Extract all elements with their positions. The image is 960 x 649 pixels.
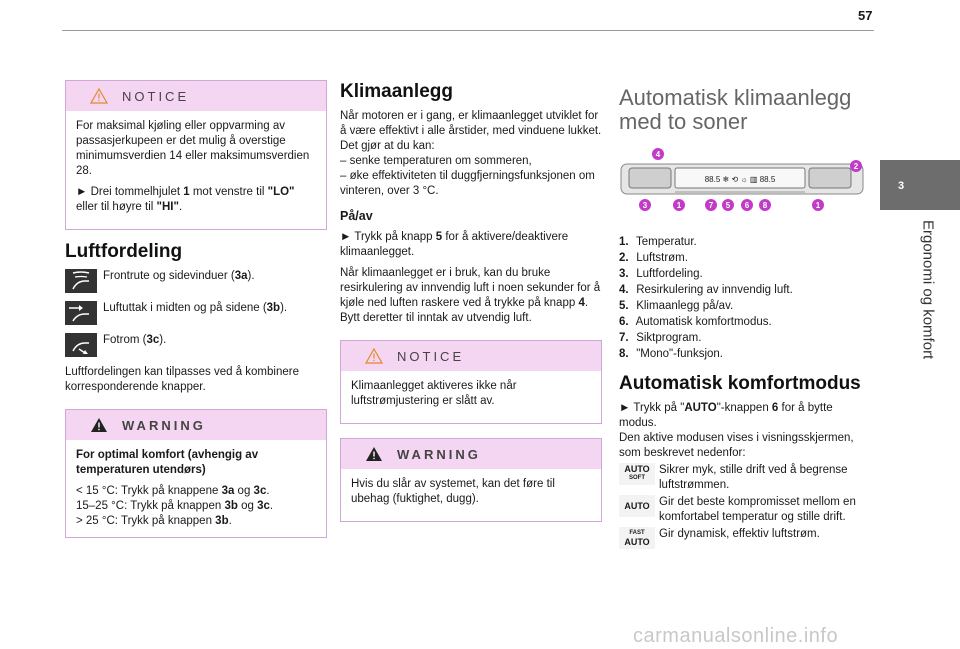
list-item-num: 5. (619, 300, 629, 312)
chapter-number: 3 (898, 180, 905, 192)
notice-body (66, 111, 326, 229)
distribution-item (65, 333, 327, 357)
chapter-title: Ergonomi og komfort (919, 220, 937, 360)
warning-box-2 (340, 438, 602, 522)
callout-1-label: 1 (676, 201, 682, 210)
callout-7-label: 7 (708, 201, 714, 210)
recirculation-paragraph (340, 266, 602, 326)
warning-line-b: 3c (253, 485, 267, 497)
notice-text-2: Klimaanlegget aktiveres ikke når luftstrømjustering er slått av. (351, 380, 517, 407)
list-item-text: Luftstrøm. (636, 252, 688, 264)
warning-line (76, 499, 316, 514)
warning-bold-text: For optimal komfort (avhengig av temperaturen utendørs) (76, 449, 259, 476)
pa-av-step (340, 230, 602, 260)
list-item (619, 315, 865, 330)
callout-6-label: 6 (744, 201, 750, 210)
klima-dash-2: – øke effektiviteten til duggfjerningsfunksjonen om vinteren, over 3 °C. (340, 170, 595, 197)
distribution-item (65, 301, 327, 325)
callout-1b-label: 1 (815, 201, 821, 210)
mode-item (619, 495, 865, 525)
caution-outline-icon (90, 88, 108, 104)
notice-step-mid: mot venstre til (189, 186, 268, 198)
fast-auto-icon-bottom: AUTO (624, 537, 650, 547)
list-item-num: 1. (619, 236, 629, 248)
auto-icon-top: AUTO (624, 500, 650, 511)
list-item (619, 251, 865, 266)
item-pre: Luftuttak i midten og på sidene ( (103, 302, 267, 314)
auto-icon (619, 495, 655, 517)
warning-icon (365, 446, 383, 462)
notice-step-or: eller til høyre til (76, 201, 157, 213)
chapter-title-vertical (880, 220, 960, 370)
warning-line-post: . (269, 500, 274, 512)
column-2 (340, 80, 602, 536)
mode-item-text: Sikrer myk, stille drift ved å begrense luftstrømmen. (659, 464, 848, 491)
subheading-pa-av: På/av (340, 209, 373, 223)
fast-auto-icon-top: FAST (629, 530, 645, 536)
list-item-text: Siktprogram. (636, 332, 702, 344)
warning-line-pre: < 15 °C: Trykk på knappene (76, 485, 222, 497)
column-3 (619, 80, 865, 557)
list-item-num: 4. (619, 284, 629, 296)
notice-step-lo: "LO" (267, 186, 295, 198)
section-heading-komfortmodus: Automatisk komfortmodus (619, 373, 861, 394)
klima-intro-text: Når motoren er i gang, er klimaanlegget utviklet for å være effektivt i alle årstider, med vinduene lukket. (340, 110, 602, 137)
mode-item (619, 463, 865, 493)
notice-header-2 (341, 341, 601, 371)
fast-auto-icon (619, 527, 655, 549)
komfort-step-pre: ► Trykk på " (619, 402, 685, 414)
notice-box-2 (340, 340, 602, 424)
warning-line-pre: > 25 °C: Trykk på knappen (76, 515, 216, 527)
notice-body-2 (341, 371, 601, 423)
warning-bold (76, 448, 316, 478)
komfort-paragraph: Den aktive modusen vises i visningsskjermen, som beskrevet nedenfor: (619, 432, 854, 459)
warning-line-mid: og (237, 500, 258, 512)
section-heading-klimaanlegg: Klimaanlegg (340, 81, 453, 102)
warning-line-pre: 15–25 °C: Trykk på knappen (76, 500, 225, 512)
list-item-num: 6. (619, 316, 629, 328)
auto-soft-icon-bottom: SOFT (629, 475, 645, 481)
komfort-step-mid: "-knappen (716, 402, 772, 414)
warning-heading-2: WARNING (397, 446, 481, 462)
item-pre: Frontrute og sidevinduer ( (103, 270, 235, 282)
callout-4-label: 4 (655, 150, 661, 159)
warning-line-mid: og (234, 485, 254, 497)
auto-soft-icon (619, 463, 655, 485)
list-item (619, 267, 865, 282)
title-line-1: Automatisk klimaanlegg (619, 85, 852, 110)
warning-icon (90, 417, 108, 433)
section-title-automatisk (619, 86, 865, 134)
distribution-item (65, 269, 327, 293)
notice-step-hi: "HI" (156, 201, 179, 213)
climate-control-panel-illustration (619, 148, 865, 218)
list-item (619, 331, 865, 346)
list-item-text: Klimaanlegg på/av. (636, 300, 734, 312)
list-item-num: 8. (619, 348, 629, 360)
title-line-2: med to soner (619, 109, 748, 134)
watermark: carmanualsonline.info (633, 625, 839, 647)
caution-outline-icon (365, 348, 383, 364)
list-item-num: 2. (619, 252, 629, 264)
warning-text-2: Hvis du slår av systemet, kan det føre til ubehag (fuktighet, dugg). (351, 478, 555, 505)
item-code: 3b (266, 302, 281, 314)
notice-box (65, 80, 327, 230)
mode-item (619, 527, 865, 549)
notice-step-pre: ► Drei tommelhjulet (76, 186, 184, 198)
list-item-text: Automatisk komfortmodus. (635, 316, 772, 328)
komfort-step (619, 401, 865, 431)
list-item (619, 235, 865, 250)
item-post: ). (280, 302, 288, 314)
recirc-pre: Når klimaanlegget er i bruk, kan du bruke resirkulering av innvendig luft i noen sekunder for å kjøle ned luften raskere ved å trykke på knapp (340, 267, 601, 309)
page-number: 57 (858, 8, 873, 23)
warning-line-post: . (266, 485, 270, 497)
klima-intro (340, 109, 602, 154)
warning-header-2 (341, 439, 601, 469)
warning-line-post: . (228, 515, 232, 527)
warning-line (76, 514, 316, 529)
center-side-vent-icon (65, 301, 97, 325)
list-item-num: 3. (619, 268, 629, 280)
warning-line-a: 3b (224, 500, 238, 512)
list-item-text: Resirkulering av innvendig luft. (636, 284, 793, 296)
callout-8-label: 8 (762, 201, 768, 210)
komfort-step-auto: AUTO (684, 402, 717, 414)
pa-av-step-post: for å aktivere/deaktivere klimaanlegget. (340, 231, 569, 258)
list-item-text: "Mono"-funksjon. (636, 348, 723, 360)
notice-text: For maksimal kjøling eller oppvarming av passasjerkupeen er det mulig å overstige minimumsverdien 14 eller maksimumsverdien 28. (76, 120, 310, 177)
item-code: 3c (146, 334, 160, 346)
notice-step-end: . (178, 201, 183, 213)
warning-heading: WARNING (122, 417, 206, 433)
callout-3-label: 3 (642, 201, 648, 210)
item-post: ). (247, 270, 255, 282)
distribution-paragraph: Luftfordelingen kan tilpasses ved å kombinere korresponderende knapper. (65, 366, 299, 393)
komfort-step-num: 6 (771, 402, 779, 414)
notice-heading-2: NOTICE (397, 348, 465, 364)
klima-dash-1: – senke temperaturen om sommeren, (340, 155, 532, 167)
recirc-post: . Bytt deretter til inntak av utvendig luft. (340, 297, 589, 324)
distribution-item-label (103, 333, 166, 348)
mode-item-text: Gir det beste kompromisset mellom en komfortabel temperatur og stille drift. (659, 496, 856, 523)
warning-line (76, 484, 316, 499)
list-item-text: Temperatur. (636, 236, 697, 248)
warning-line-a: 3b (215, 515, 229, 527)
control-legend-list (619, 235, 865, 362)
list-item (619, 299, 865, 314)
warning-header (66, 410, 326, 440)
column-1 (65, 80, 327, 552)
komfort-step-post: for å bytte modus. (619, 402, 833, 429)
notice-step-num: 1 (183, 186, 190, 198)
list-item (619, 347, 865, 362)
list-item-text: Luftfordeling. (636, 268, 703, 280)
notice-heading: NOTICE (122, 88, 190, 104)
panel-display-text: 88.5 ❄ ⟲ ☼ ▥ 88.5 (704, 175, 776, 184)
warning-line-a: 3a (221, 485, 235, 497)
warning-body (66, 440, 326, 537)
notice-step (76, 185, 316, 215)
item-code: 3a (234, 270, 248, 282)
distribution-item-label (103, 301, 287, 316)
auto-soft-icon-top: AUTO (624, 464, 650, 474)
distribution-item-label (103, 269, 255, 284)
list-item (619, 283, 865, 298)
item-post: ). (159, 334, 167, 346)
chapter-tab[interactable] (880, 160, 960, 210)
footwell-vent-icon (65, 333, 97, 357)
list-item-num: 7. (619, 332, 629, 344)
callout-5-label: 5 (725, 201, 731, 210)
warning-line-b: 3c (257, 500, 270, 512)
pa-av-step-pre: ► Trykk på knapp (340, 231, 436, 243)
callout-2-label: 2 (853, 162, 859, 171)
pa-av-step-num: 5 (435, 231, 443, 243)
item-pre: Fotrom ( (103, 334, 147, 346)
warning-body-2 (341, 469, 601, 521)
klima-can-do: Det gjør at du kan: (340, 140, 435, 152)
top-rule (62, 30, 874, 31)
section-heading-luftfordeling: Luftfordeling (65, 241, 183, 262)
windscreen-vent-icon (65, 269, 97, 293)
recirc-num: 4 (578, 297, 585, 309)
warning-box (65, 409, 327, 538)
mode-item-text: Gir dynamisk, effektiv luftstrøm. (659, 528, 820, 540)
notice-header (66, 81, 326, 111)
